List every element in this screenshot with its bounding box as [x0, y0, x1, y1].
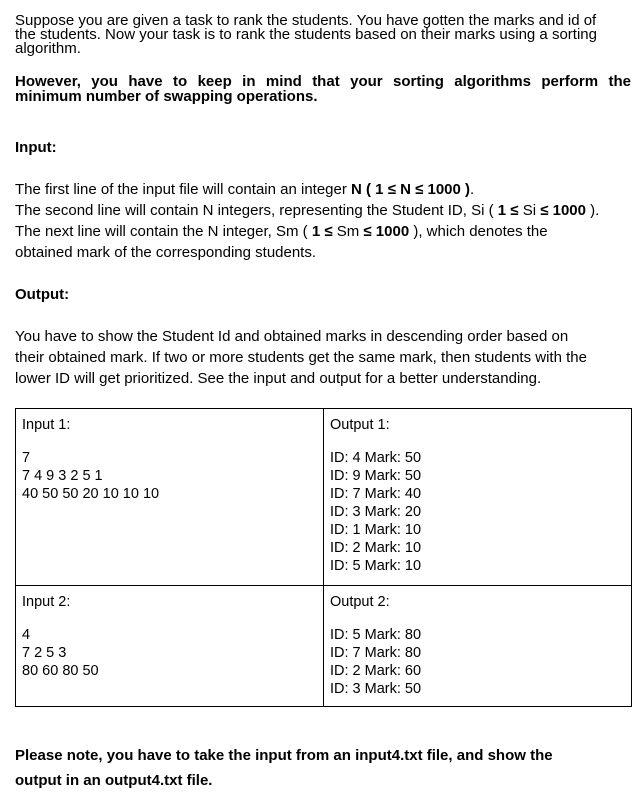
sample-input-line: 80 60 80 50 [22, 663, 99, 679]
text-span: The second line will contain N integers, representing the Student ID, Si ( [15, 202, 498, 219]
sample-output-line: ID: 5 Mark: 10 [330, 558, 422, 574]
sample-output-cell [324, 586, 632, 707]
sample-output-line: ID: 5 Mark: 80 [330, 627, 422, 643]
text-span: Sm [336, 223, 364, 240]
sample-output-label: Output 1: [330, 417, 390, 433]
sample-input-line: 7 [22, 450, 31, 466]
sample-output-line: ID: 2 Mark: 10 [330, 540, 422, 556]
sample-input-label: Input 2: [22, 594, 71, 610]
example-row [16, 409, 632, 586]
output-desc-line: lower ID will get prioritized. See the input and output for a better understanding. [15, 370, 542, 387]
intro-paragraph [15, 14, 631, 56]
sample-input-line: 4 [22, 627, 31, 643]
constraint-line: minimum number of swapping operations. [15, 88, 318, 105]
sample-output-line: ID: 3 Mark: 20 [330, 504, 422, 520]
intro-line: algorithm. [15, 40, 81, 57]
sample-output-line: ID: 1 Mark: 10 [330, 522, 422, 538]
text-span: The next line will contain the N integer, Sm ( [15, 223, 312, 240]
input-desc-line [15, 200, 631, 221]
note-line: Please note, you have to take the input from an input4.txt file, and show the [15, 747, 553, 764]
output-desc-line: their obtained mark. If two or more students get the same mark, then students with the [15, 349, 587, 366]
sample-output-line: ID: 4 Mark: 50 [330, 450, 422, 466]
example-row [16, 586, 632, 707]
input-desc-line [15, 179, 631, 200]
sample-input-line: 40 50 50 20 10 10 10 [22, 486, 160, 502]
sample-output-line: ID: 2 Mark: 60 [330, 663, 422, 679]
output-heading: Output: [15, 286, 70, 303]
input-heading: Input: [15, 139, 57, 156]
text-span: Si [522, 202, 541, 219]
intro-line: Suppose you are given a task to rank the students. You have gotten the marks and id of [15, 12, 597, 29]
text-span: ), which denotes the [409, 223, 548, 240]
sample-output-line: ID: 3 Mark: 50 [330, 681, 422, 697]
constraint-line: However, you have to keep in mind that your sorting algorithms perform the [15, 73, 631, 90]
text-span: 1 ≤ [311, 223, 337, 240]
sample-output-cell [324, 409, 632, 586]
note-line: output in an output4.txt file. [15, 772, 213, 789]
file-io-note [15, 743, 631, 793]
sample-output-line: ID: 9 Mark: 50 [330, 468, 422, 484]
sample-output-line: ID: 7 Mark: 80 [330, 645, 422, 661]
sample-input-line: 7 2 5 3 [22, 645, 67, 661]
text-span: . [470, 181, 475, 198]
input-desc-line: obtained mark of the corresponding students. [15, 244, 317, 261]
text-span: ≤ 1000 [363, 223, 410, 240]
output-desc-line: You have to show the Student Id and obtained marks in descending order based on [15, 328, 569, 345]
sample-output-label: Output 2: [330, 594, 390, 610]
sample-input-label: Input 1: [22, 417, 71, 433]
swap-constraint-paragraph [15, 74, 631, 104]
text-span: The first line of the input file will contain an integer [15, 181, 352, 198]
intro-line: the students. Now your task is to rank the students based on their marks using a sorting [15, 26, 597, 43]
output-description [15, 326, 631, 389]
text-span: N ( 1 ≤ N ≤ 1000 ) [351, 181, 471, 198]
sample-input-cell [16, 586, 324, 707]
sample-input-line: 7 4 9 3 2 5 1 [22, 468, 103, 484]
sample-output-line: ID: 7 Mark: 40 [330, 486, 422, 502]
text-span: 1 ≤ [497, 202, 523, 219]
input-desc-line [15, 221, 631, 242]
sample-input-cell [16, 409, 324, 586]
input-description [15, 179, 631, 263]
text-span: ≤ 1000 [540, 202, 586, 219]
examples-table [15, 408, 632, 707]
text-span: ). [585, 202, 600, 219]
